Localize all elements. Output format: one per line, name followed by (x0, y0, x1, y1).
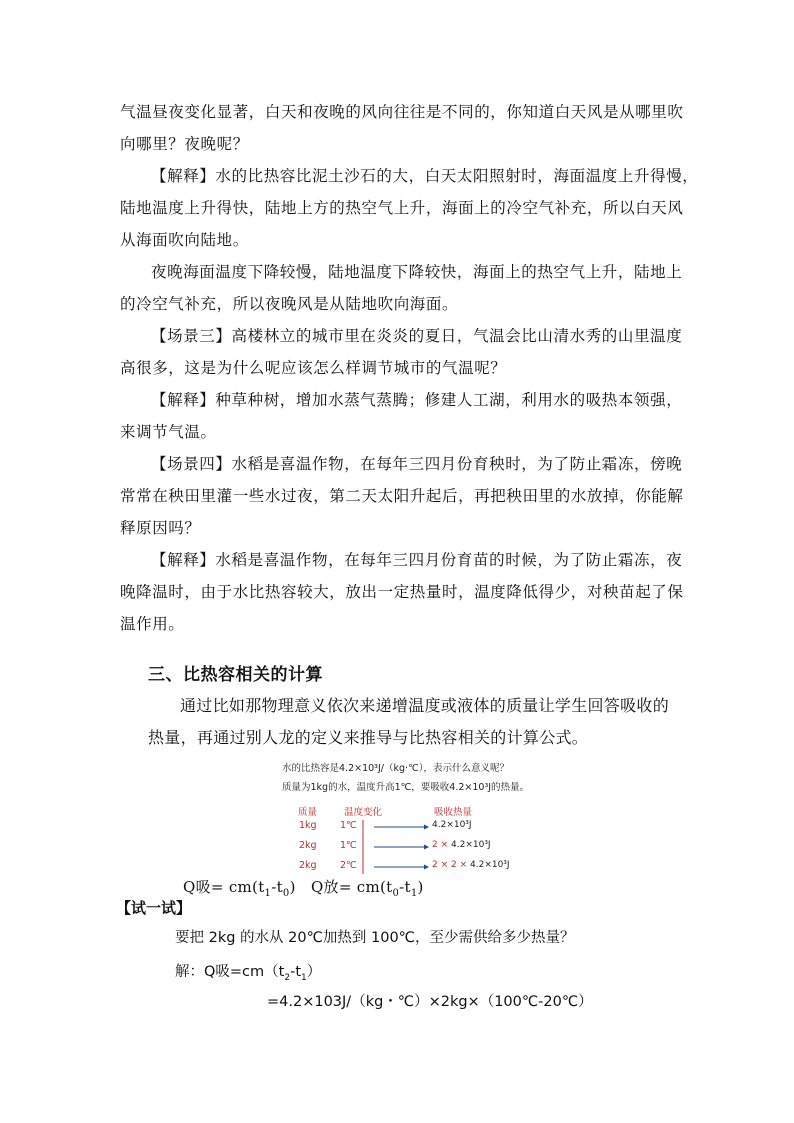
header-heat: 吸收热量 (434, 807, 473, 818)
formula-release: Q放= cm(t (310, 878, 393, 896)
formula-part: -t (399, 878, 411, 896)
text-line: 陆地温度上升得快，陆地上方的热空气上升，海面上的冷空气补充，所以白天风 (120, 199, 684, 217)
row-mass: 1kg (299, 820, 317, 831)
text-line: 【解释】水的比热容比泥土沙石的大，白天太阳照射时，海面温度上升得慢， (151, 167, 699, 185)
intro-line: 通过比如那物理意义依次来递增温度或液体的质量让学生回答吸收的 (180, 696, 670, 715)
text-line: 的冷空气补充，所以夜晚风是从陆地吹向海面。 (120, 295, 459, 313)
exercise-solution-line: =4.2×103J/（kg・℃）×2kg×（100℃-20℃） (267, 994, 593, 1010)
solution-part: ） (306, 964, 322, 980)
formula-absorb: Q吸= cm(t (183, 878, 265, 896)
subscript: 0 (282, 888, 290, 899)
subscript: 2 (284, 972, 291, 983)
row-temp: 2℃ (340, 860, 357, 871)
figure-lines (268, 770, 528, 880)
text-line: 温作用。 (120, 615, 185, 633)
text-line: 从海面吹向陆地。 (120, 231, 249, 249)
row-mass: 2kg (299, 860, 317, 871)
text-line: 常常在秧田里灌一些水过夜，第二天太阳升起后，再把秧田里的水放掉，你能解 (120, 487, 684, 505)
subscript: 1 (264, 888, 272, 899)
row-heat: 4.2×10³J (470, 860, 510, 870)
row-heat: 4.2×10³J (451, 840, 491, 850)
header-mass: 质量 (298, 807, 318, 818)
row-mass: 2kg (299, 840, 317, 851)
exercise-solution (175, 960, 321, 983)
text-line: 【场景四】水稻是喜温作物，在每年三四月份育秧时，为了防止霜冻，傍晚 (151, 455, 683, 473)
heat-formula: Q吸= $cm(t_1-t_0)$ Q放= $cm(t_0-t_1)$ (183, 878, 424, 899)
text-line: 高很多，这是为什么呢应该怎么样调节城市的气温呢？ (120, 359, 507, 377)
formula-part: -t (271, 878, 283, 896)
figure-caption: 水的比热容是4.2×10³J/（kg·℃），表示什么意义呢？ (282, 763, 509, 774)
text-line: 气温昼夜变化显著，白天和夜晚的风向往往是不同的，你知道白天风是从哪里吹 (120, 103, 684, 121)
section-heading: 三、比热容相关的计算 (148, 665, 323, 685)
text-line: 夜晚海面温度下降较慢，陆地温度下降较快，海面上的热空气上升，陆地上 (151, 263, 683, 281)
text-line: 晚降温时，由于水比热容较大，放出一定热量时，温度降低得少，对秧苗起了保 (120, 583, 684, 601)
header-temp-change: 温度变化 (344, 807, 383, 818)
subscript: 0 (392, 888, 400, 899)
exercise-question: 要把 2kg 的水从 20℃加热到 100℃，至少需供给多少热量？ (175, 930, 575, 946)
row-multiplier: 2 × 2 × (432, 860, 468, 870)
text-line: 释原因吗？ (120, 519, 201, 537)
text-line: 向哪里？夜晚呢？ (120, 135, 249, 153)
row-heat: 4.2×10³J (432, 820, 472, 830)
row-temp: 1℃ (340, 840, 357, 851)
arrow-head (424, 865, 429, 870)
text-line: 【解释】种草种树，增加水蒸气蒸腾；修建人工湖，利用水的吸热本领强， (151, 391, 683, 409)
figure-caption: 质量为1kg的水，温度升高1℃，要吸收4.2×10³J的热量。 (282, 782, 530, 793)
arrow-head (424, 845, 429, 850)
specific-heat-figure (268, 763, 530, 871)
solution-part: -t (290, 964, 302, 980)
intro-line: 热量，再通过别人龙的定义来推导与比热容相关的计算公式。 (148, 728, 589, 747)
subscript: 1 (301, 972, 307, 983)
arrow-head (424, 825, 429, 830)
text-line: 【场景三】高楼林立的城市里在炎炎的夏日，气温会比山清水秀的山里温度 (151, 327, 683, 345)
exercise-label: 【试一试】 (116, 899, 192, 917)
row-temp: 1℃ (340, 820, 357, 831)
text-line: 【解释】水稻是喜温作物，在每年三四月份育苗的时候，为了防止霜冻，夜 (151, 551, 683, 569)
solution-part: 解：Q吸=cm（t (175, 964, 285, 980)
row-multiplier: 2 × (432, 840, 449, 850)
text-line: 来调节气温。 (120, 423, 217, 441)
subscript: 1 (410, 888, 418, 899)
